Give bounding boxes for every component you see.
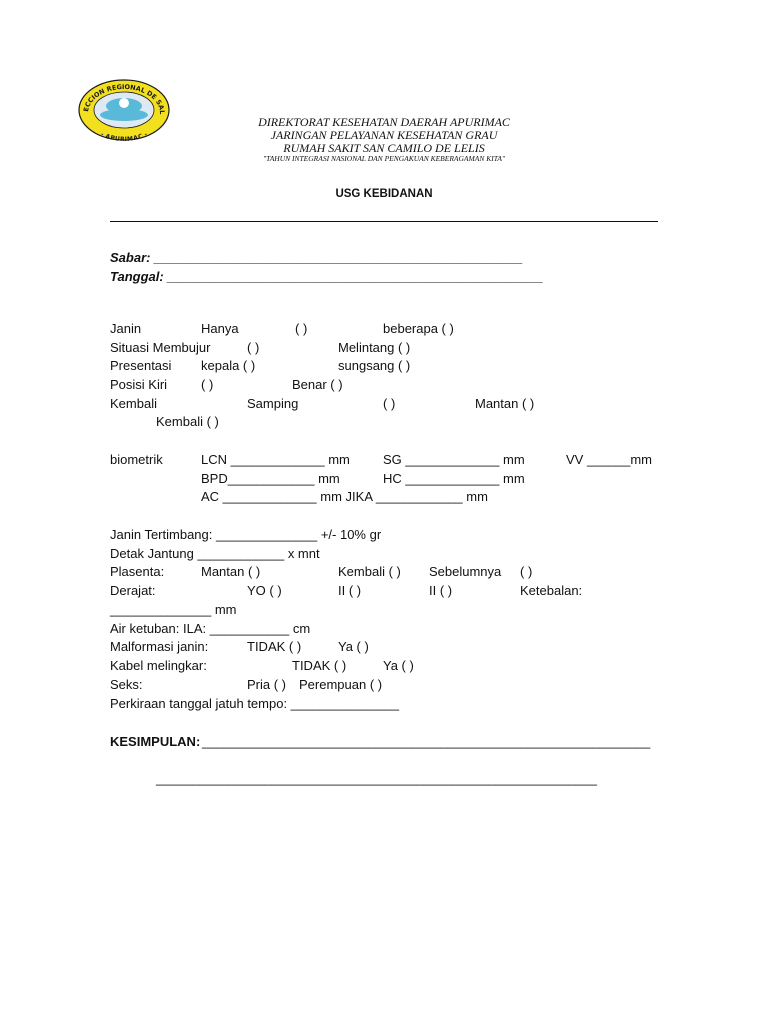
janin-beberapa[interactable]: beberapa ( ) — [383, 321, 454, 336]
plasenta-sebelumnya: Sebelumnya — [429, 564, 502, 579]
derajat-ii-a[interactable]: II ( ) — [338, 583, 362, 598]
janin-hanya-checkbox[interactable]: ( ) — [295, 321, 308, 336]
kembali-kembali[interactable]: Kembali ( ) — [156, 414, 219, 429]
janin-hanya: Hanya — [201, 321, 239, 336]
lcn-field[interactable]: LCN _____________ mm — [201, 452, 350, 467]
situasi-membujur: Situasi Membujur — [110, 340, 211, 355]
plasenta-label: Plasenta: — [110, 564, 165, 579]
kembali-label: Kembali — [110, 396, 157, 411]
ketebalan-field[interactable]: ______________ mm — [110, 602, 237, 617]
kesimpulan-line-1[interactable]: ______________________________________________________________ — [202, 734, 651, 749]
title-divider — [110, 221, 658, 222]
kembali-mantan[interactable]: Mantan ( ) — [475, 396, 535, 411]
vv-field[interactable]: VV ______mm — [566, 452, 652, 467]
ketebalan-label: Ketebalan: — [520, 583, 583, 598]
derajat-yo[interactable]: YO ( ) — [247, 583, 282, 598]
due-date-field[interactable]: Perkiraan tanggal jatuh tempo: _______________ — [110, 696, 400, 711]
kesimpulan-line-2[interactable]: _____________________________________________________________ — [156, 771, 598, 786]
kabel-label: Kabel melingkar: — [110, 658, 207, 673]
header-line-3: RUMAH SAKIT SAN CAMILO DE LELIS — [283, 141, 485, 155]
posisi-benar[interactable]: Benar ( ) — [292, 377, 343, 392]
logo-text-bottom: - APURIMAC - — [99, 130, 149, 141]
header-motto: "TAHUN INTEGRASI NASIONAL DAN PENGAKUAN KEBERAGAMAN KITA" — [262, 154, 506, 163]
malformasi-tidak[interactable]: TIDAK ( ) — [247, 639, 302, 654]
plasenta-sebelumnya-checkbox[interactable]: ( ) — [520, 564, 533, 579]
header-line-2: JARINGAN PELAYANAN KESEHATAN GRAU — [270, 128, 498, 142]
posisi-kiri: Posisi Kiri — [110, 377, 168, 392]
seks-pria[interactable]: Pria ( ) — [247, 677, 286, 692]
plasenta-mantan[interactable]: Mantan ( ) — [201, 564, 261, 579]
derajat-ii-b[interactable]: II ( ) — [429, 583, 453, 598]
presentasi-kepala[interactable]: kepala ( ) — [201, 358, 256, 373]
date-field[interactable]: Tanggal: ____________________________________________________ — [110, 269, 544, 284]
header-line-1: DIREKTORAT KESEHATAN DAERAH APURIMAC — [258, 115, 510, 129]
seks-label: Seks: — [110, 677, 143, 692]
patient-name-field[interactable]: Sabar: ___________________________________________________ — [110, 250, 523, 265]
malformasi-label: Malformasi janin: — [110, 639, 209, 654]
logo-text-top: ECCION REGIONAL DE SAL — [81, 82, 167, 115]
derajat-label: Derajat: — [110, 583, 156, 598]
presentasi-label: Presentasi — [110, 358, 172, 373]
plasenta-kembali[interactable]: Kembali ( ) — [338, 564, 401, 579]
posisi-kiri-checkbox[interactable]: ( ) — [201, 377, 214, 392]
kabel-ya[interactable]: Ya ( ) — [383, 658, 414, 673]
kesimpulan-label: KESIMPULAN: — [110, 734, 201, 749]
malformasi-ya[interactable]: Ya ( ) — [338, 639, 369, 654]
situasi-melintang[interactable]: Melintang ( ) — [338, 340, 411, 355]
air-ketuban-field[interactable]: Air ketuban: ILA: ___________ cm — [110, 621, 311, 636]
document-title: USG KEBIDANAN — [335, 188, 433, 200]
detak-jantung-field[interactable]: Detak Jantung ____________ x mnt — [110, 546, 320, 561]
sg-field[interactable]: SG _____________ mm — [383, 452, 525, 467]
biometrik-label: biometrik — [110, 452, 163, 467]
kabel-tidak[interactable]: TIDAK ( ) — [292, 658, 347, 673]
seks-perempuan[interactable]: Perempuan ( ) — [299, 677, 383, 692]
janin-tertimbang-field[interactable]: Janin Tertimbang: ______________ +/- 10% gr — [110, 527, 382, 542]
hc-field[interactable]: HC _____________ mm — [383, 471, 525, 486]
kembali-samping: Samping — [247, 396, 299, 411]
janin-label: Janin — [110, 321, 142, 336]
kembali-samping-checkbox[interactable]: ( ) — [383, 396, 396, 411]
ac-jika-field[interactable]: AC _____________ mm JIKA ____________ mm — [201, 489, 488, 504]
presentasi-sungsang[interactable]: sungsang ( ) — [338, 358, 411, 373]
situasi-membujur-checkbox[interactable]: ( ) — [247, 340, 260, 355]
bpd-field[interactable]: BPD____________ mm — [201, 471, 340, 486]
